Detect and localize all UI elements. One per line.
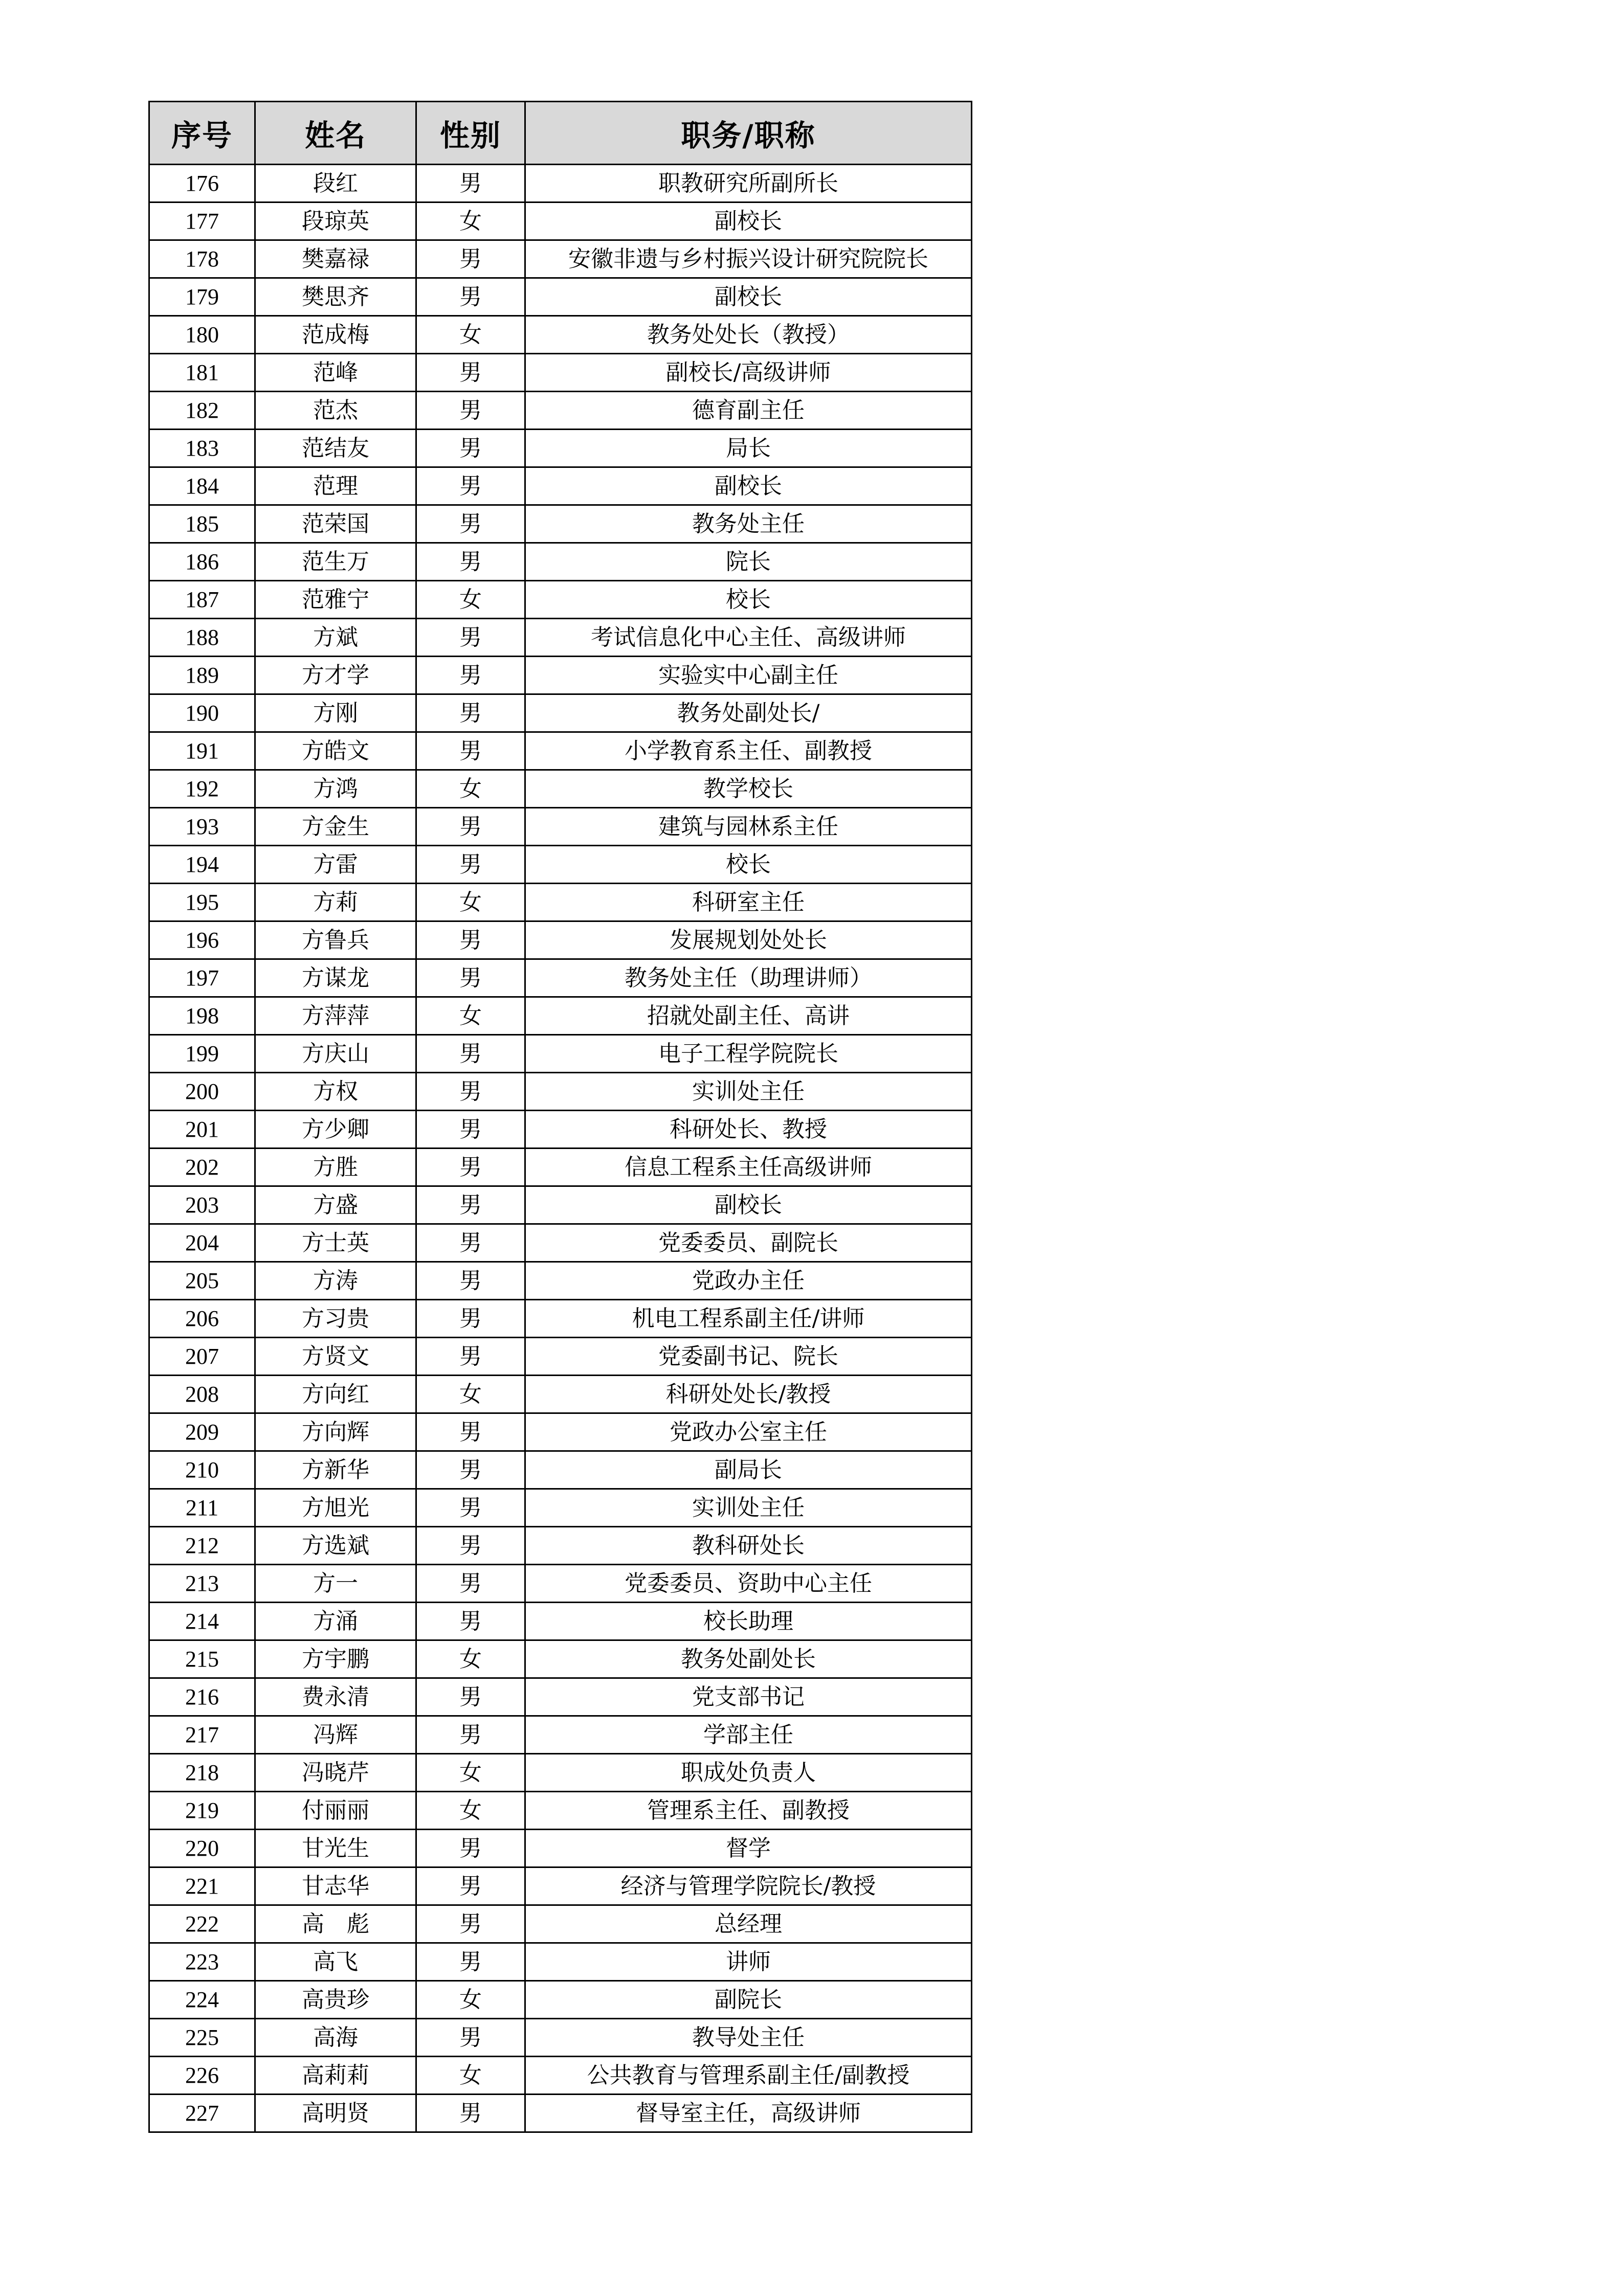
cell-serial-number: 190	[149, 694, 255, 732]
table-row	[149, 997, 972, 1035]
cell-position-title: 副院长	[525, 1981, 972, 2019]
cell-gender: 男	[416, 2095, 525, 2132]
cell-gender: 女	[416, 581, 525, 619]
cell-serial-number: 221	[149, 1867, 255, 1905]
cell-serial-number: 191	[149, 732, 255, 770]
cell-serial-number: 217	[149, 1716, 255, 1754]
cell-name: 方士英	[255, 1224, 416, 1262]
cell-position-title: 职成处负责人	[525, 1754, 972, 1792]
cell-position-title: 教务处副处长/	[525, 694, 972, 732]
cell-gender: 男	[416, 2019, 525, 2057]
cell-position-title: 党委委员、资助中心主任	[525, 1565, 972, 1603]
cell-serial-number: 200	[149, 1073, 255, 1111]
cell-serial-number: 222	[149, 1905, 255, 1943]
cell-position-title: 副校长/高级讲师	[525, 354, 972, 392]
cell-gender: 女	[416, 997, 525, 1035]
table-row	[149, 392, 972, 430]
cell-position-title: 教务处副处长	[525, 1640, 972, 1678]
table-body	[149, 165, 972, 2132]
cell-name: 费永清	[255, 1678, 416, 1716]
cell-serial-number: 206	[149, 1300, 255, 1338]
cell-name: 范理	[255, 467, 416, 505]
cell-position-title: 教务处主任（助理讲师）	[525, 959, 972, 997]
table-row	[149, 543, 972, 581]
cell-position-title: 科研处长、教授	[525, 1111, 972, 1149]
cell-gender: 男	[416, 1905, 525, 1943]
table-row	[149, 1867, 972, 1905]
table-row	[149, 1035, 972, 1073]
cell-name: 范生万	[255, 543, 416, 581]
table-row	[149, 1149, 972, 1186]
cell-name: 高莉莉	[255, 2057, 416, 2095]
cell-position-title: 教学校长	[525, 770, 972, 808]
cell-position-title: 教务处处长（教授）	[525, 316, 972, 354]
table-row	[149, 770, 972, 808]
cell-position-title: 校长	[525, 581, 972, 619]
cell-name: 方胜	[255, 1149, 416, 1186]
cell-name: 段红	[255, 165, 416, 202]
cell-gender: 男	[416, 1300, 525, 1338]
cell-position-title: 学部主任	[525, 1716, 972, 1754]
table-row	[149, 657, 972, 694]
cell-gender: 男	[416, 1186, 525, 1224]
cell-name: 方庆山	[255, 1035, 416, 1073]
cell-name: 甘光生	[255, 1830, 416, 1867]
table-row	[149, 1224, 972, 1262]
cell-name: 方鸿	[255, 770, 416, 808]
cell-name: 樊思齐	[255, 278, 416, 316]
cell-serial-number: 193	[149, 808, 255, 846]
cell-serial-number: 215	[149, 1640, 255, 1678]
header-serial-number: 序号	[149, 102, 255, 165]
cell-gender: 男	[416, 619, 525, 657]
cell-gender: 男	[416, 1565, 525, 1603]
cell-serial-number: 198	[149, 997, 255, 1035]
table-row	[149, 278, 972, 316]
table-row	[149, 808, 972, 846]
cell-name: 高海	[255, 2019, 416, 2057]
cell-position-title: 副校长	[525, 202, 972, 240]
cell-gender: 男	[416, 1149, 525, 1186]
table-row	[149, 1111, 972, 1149]
cell-name: 冯辉	[255, 1716, 416, 1754]
cell-name: 方少卿	[255, 1111, 416, 1149]
cell-serial-number: 185	[149, 505, 255, 543]
cell-serial-number: 220	[149, 1830, 255, 1867]
cell-serial-number: 197	[149, 959, 255, 997]
cell-position-title: 教导处主任	[525, 2019, 972, 2057]
header-name: 姓名	[255, 102, 416, 165]
cell-serial-number: 186	[149, 543, 255, 581]
table-row	[149, 619, 972, 657]
table-row	[149, 1186, 972, 1224]
cell-position-title: 党委副书记、院长	[525, 1338, 972, 1376]
table-row	[149, 884, 972, 921]
cell-gender: 男	[416, 278, 525, 316]
table-row	[149, 1981, 972, 2019]
table-row	[149, 1451, 972, 1489]
cell-gender: 女	[416, 770, 525, 808]
cell-gender: 男	[416, 1678, 525, 1716]
cell-name: 范成梅	[255, 316, 416, 354]
cell-serial-number: 194	[149, 846, 255, 884]
table-row	[149, 921, 972, 959]
cell-gender: 男	[416, 657, 525, 694]
cell-serial-number: 180	[149, 316, 255, 354]
cell-serial-number: 176	[149, 165, 255, 202]
cell-position-title: 总经理	[525, 1905, 972, 1943]
table-row	[149, 165, 972, 202]
cell-position-title: 招就处副主任、高讲	[525, 997, 972, 1035]
cell-gender: 男	[416, 467, 525, 505]
cell-name: 范荣国	[255, 505, 416, 543]
cell-serial-number: 205	[149, 1262, 255, 1300]
cell-serial-number: 213	[149, 1565, 255, 1603]
table-row	[149, 1338, 972, 1376]
cell-gender: 男	[416, 1413, 525, 1451]
cell-gender: 男	[416, 1073, 525, 1111]
cell-name: 范雅宁	[255, 581, 416, 619]
cell-name: 高明贤	[255, 2095, 416, 2132]
cell-position-title: 教科研处长	[525, 1527, 972, 1565]
cell-name: 方旭光	[255, 1489, 416, 1527]
cell-serial-number: 216	[149, 1678, 255, 1716]
table-row	[149, 1943, 972, 1981]
cell-position-title: 副局长	[525, 1451, 972, 1489]
cell-position-title: 德育副主任	[525, 392, 972, 430]
cell-gender: 男	[416, 959, 525, 997]
cell-serial-number: 224	[149, 1981, 255, 2019]
cell-gender: 男	[416, 392, 525, 430]
cell-serial-number: 195	[149, 884, 255, 921]
cell-position-title: 管理系主任、副教授	[525, 1792, 972, 1830]
table-row	[149, 581, 972, 619]
table-row	[149, 2057, 972, 2095]
cell-name: 方新华	[255, 1451, 416, 1489]
cell-gender: 男	[416, 1262, 525, 1300]
header-row	[149, 102, 972, 165]
cell-position-title: 校长	[525, 846, 972, 884]
cell-name: 高飞	[255, 1943, 416, 1981]
cell-serial-number: 188	[149, 619, 255, 657]
cell-name: 方刚	[255, 694, 416, 732]
cell-name: 方向红	[255, 1376, 416, 1413]
cell-gender: 男	[416, 1943, 525, 1981]
cell-name: 方皓文	[255, 732, 416, 770]
cell-serial-number: 203	[149, 1186, 255, 1224]
cell-serial-number: 211	[149, 1489, 255, 1527]
cell-position-title: 副校长	[525, 467, 972, 505]
table-row	[149, 1678, 972, 1716]
cell-position-title: 电子工程学院院长	[525, 1035, 972, 1073]
cell-name: 方向辉	[255, 1413, 416, 1451]
cell-position-title: 实训处主任	[525, 1489, 972, 1527]
cell-gender: 女	[416, 1640, 525, 1678]
cell-position-title: 安徽非遗与乡村振兴设计研究院院长	[525, 240, 972, 278]
cell-name: 方谋龙	[255, 959, 416, 997]
table-row	[149, 846, 972, 884]
cell-name: 方习贵	[255, 1300, 416, 1338]
table-row	[149, 2095, 972, 2132]
cell-gender: 男	[416, 430, 525, 467]
table-row	[149, 2019, 972, 2057]
cell-name: 方盛	[255, 1186, 416, 1224]
cell-gender: 男	[416, 165, 525, 202]
cell-serial-number: 181	[149, 354, 255, 392]
cell-position-title: 发展规划处处长	[525, 921, 972, 959]
cell-position-title: 党政办公室主任	[525, 1413, 972, 1451]
cell-name: 方才学	[255, 657, 416, 694]
cell-gender: 女	[416, 202, 525, 240]
table-row	[149, 1640, 972, 1678]
cell-name: 甘志华	[255, 1867, 416, 1905]
cell-name: 高 彪	[255, 1905, 416, 1943]
cell-gender: 男	[416, 846, 525, 884]
cell-position-title: 教务处主任	[525, 505, 972, 543]
cell-serial-number: 219	[149, 1792, 255, 1830]
cell-serial-number: 218	[149, 1754, 255, 1792]
cell-position-title: 经济与管理学院院长/教授	[525, 1867, 972, 1905]
cell-position-title: 副校长	[525, 278, 972, 316]
header-gender: 性别	[416, 102, 525, 165]
cell-serial-number: 225	[149, 2019, 255, 2057]
cell-name: 方金生	[255, 808, 416, 846]
table-row	[149, 1830, 972, 1867]
cell-serial-number: 187	[149, 581, 255, 619]
cell-serial-number: 177	[149, 202, 255, 240]
table-row	[149, 316, 972, 354]
cell-gender: 男	[416, 1603, 525, 1640]
cell-name: 方雷	[255, 846, 416, 884]
cell-position-title: 副校长	[525, 1186, 972, 1224]
table-row	[149, 1716, 972, 1754]
cell-name: 方斌	[255, 619, 416, 657]
cell-serial-number: 189	[149, 657, 255, 694]
roster-sheet	[148, 101, 971, 2133]
cell-position-title: 科研处处长/教授	[525, 1376, 972, 1413]
cell-serial-number: 182	[149, 392, 255, 430]
cell-serial-number: 210	[149, 1451, 255, 1489]
cell-gender: 男	[416, 1338, 525, 1376]
cell-serial-number: 212	[149, 1527, 255, 1565]
table-row	[149, 1262, 972, 1300]
cell-gender: 男	[416, 1716, 525, 1754]
cell-position-title: 科研室主任	[525, 884, 972, 921]
cell-position-title: 机电工程系副主任/讲师	[525, 1300, 972, 1338]
cell-serial-number: 202	[149, 1149, 255, 1186]
cell-gender: 男	[416, 732, 525, 770]
table-row	[149, 1376, 972, 1413]
cell-serial-number: 196	[149, 921, 255, 959]
table-row	[149, 1300, 972, 1338]
cell-position-title: 建筑与园林系主任	[525, 808, 972, 846]
table-row	[149, 959, 972, 997]
cell-serial-number: 178	[149, 240, 255, 278]
cell-serial-number: 207	[149, 1338, 255, 1376]
table-row	[149, 505, 972, 543]
table-row	[149, 1413, 972, 1451]
cell-position-title: 院长	[525, 543, 972, 581]
cell-serial-number: 208	[149, 1376, 255, 1413]
table-row	[149, 430, 972, 467]
cell-position-title: 实验实中心副主任	[525, 657, 972, 694]
cell-name: 方一	[255, 1565, 416, 1603]
header-position-title: 职务/职称	[525, 102, 972, 165]
cell-gender: 男	[416, 543, 525, 581]
cell-position-title: 讲师	[525, 1943, 972, 1981]
cell-gender: 女	[416, 1376, 525, 1413]
cell-position-title: 信息工程系主任高级讲师	[525, 1149, 972, 1186]
cell-gender: 男	[416, 505, 525, 543]
cell-serial-number: 226	[149, 2057, 255, 2095]
cell-position-title: 公共教育与管理系副主任/副教授	[525, 2057, 972, 2095]
cell-gender: 男	[416, 354, 525, 392]
table-row	[149, 467, 972, 505]
cell-gender: 男	[416, 1830, 525, 1867]
cell-name: 范结友	[255, 430, 416, 467]
cell-gender: 男	[416, 1867, 525, 1905]
cell-name: 方萍萍	[255, 997, 416, 1035]
cell-gender: 男	[416, 1489, 525, 1527]
cell-gender: 女	[416, 884, 525, 921]
table-row	[149, 1565, 972, 1603]
cell-name: 方涛	[255, 1262, 416, 1300]
cell-name: 方莉	[255, 884, 416, 921]
cell-gender: 男	[416, 808, 525, 846]
roster-table	[148, 101, 972, 2133]
cell-gender: 男	[416, 921, 525, 959]
table-row	[149, 1527, 972, 1565]
cell-gender: 男	[416, 1451, 525, 1489]
cell-gender: 女	[416, 1754, 525, 1792]
cell-serial-number: 179	[149, 278, 255, 316]
cell-name: 方权	[255, 1073, 416, 1111]
table-row	[149, 732, 972, 770]
cell-name: 方宇鹏	[255, 1640, 416, 1678]
table-header	[149, 102, 972, 165]
cell-serial-number: 223	[149, 1943, 255, 1981]
cell-name: 高贵珍	[255, 1981, 416, 2019]
cell-gender: 女	[416, 1792, 525, 1830]
table-row	[149, 1073, 972, 1111]
cell-gender: 男	[416, 1224, 525, 1262]
cell-gender: 男	[416, 1111, 525, 1149]
table-row	[149, 1792, 972, 1830]
table-row	[149, 1754, 972, 1792]
cell-name: 范峰	[255, 354, 416, 392]
cell-serial-number: 214	[149, 1603, 255, 1640]
cell-name: 方鲁兵	[255, 921, 416, 959]
table-row	[149, 1489, 972, 1527]
table-row	[149, 240, 972, 278]
cell-position-title: 党支部书记	[525, 1678, 972, 1716]
cell-name: 方选斌	[255, 1527, 416, 1565]
cell-position-title: 督导室主任，高级讲师	[525, 2095, 972, 2132]
cell-gender: 男	[416, 240, 525, 278]
cell-serial-number: 209	[149, 1413, 255, 1451]
cell-gender: 男	[416, 1527, 525, 1565]
cell-gender: 女	[416, 316, 525, 354]
cell-serial-number: 204	[149, 1224, 255, 1262]
table-row	[149, 1905, 972, 1943]
cell-serial-number: 192	[149, 770, 255, 808]
cell-position-title: 小学教育系主任、副教授	[525, 732, 972, 770]
cell-position-title: 职教研究所副所长	[525, 165, 972, 202]
cell-name: 樊嘉禄	[255, 240, 416, 278]
table-row	[149, 1603, 972, 1640]
cell-gender: 男	[416, 694, 525, 732]
cell-position-title: 党委委员、副院长	[525, 1224, 972, 1262]
cell-serial-number: 199	[149, 1035, 255, 1073]
cell-serial-number: 184	[149, 467, 255, 505]
cell-name: 方涌	[255, 1603, 416, 1640]
cell-position-title: 校长助理	[525, 1603, 972, 1640]
cell-name: 范杰	[255, 392, 416, 430]
cell-gender: 女	[416, 2057, 525, 2095]
table-row	[149, 354, 972, 392]
table-row	[149, 694, 972, 732]
cell-serial-number: 227	[149, 2095, 255, 2132]
cell-gender: 女	[416, 1981, 525, 2019]
cell-position-title: 考试信息化中心主任、高级讲师	[525, 619, 972, 657]
cell-name: 冯晓芹	[255, 1754, 416, 1792]
cell-name: 付丽丽	[255, 1792, 416, 1830]
cell-position-title: 督学	[525, 1830, 972, 1867]
cell-gender: 男	[416, 1035, 525, 1073]
cell-position-title: 党政办主任	[525, 1262, 972, 1300]
cell-name: 段琼英	[255, 202, 416, 240]
cell-name: 方贤文	[255, 1338, 416, 1376]
cell-serial-number: 183	[149, 430, 255, 467]
table-row	[149, 202, 972, 240]
cell-position-title: 局长	[525, 430, 972, 467]
cell-serial-number: 201	[149, 1111, 255, 1149]
cell-position-title: 实训处主任	[525, 1073, 972, 1111]
